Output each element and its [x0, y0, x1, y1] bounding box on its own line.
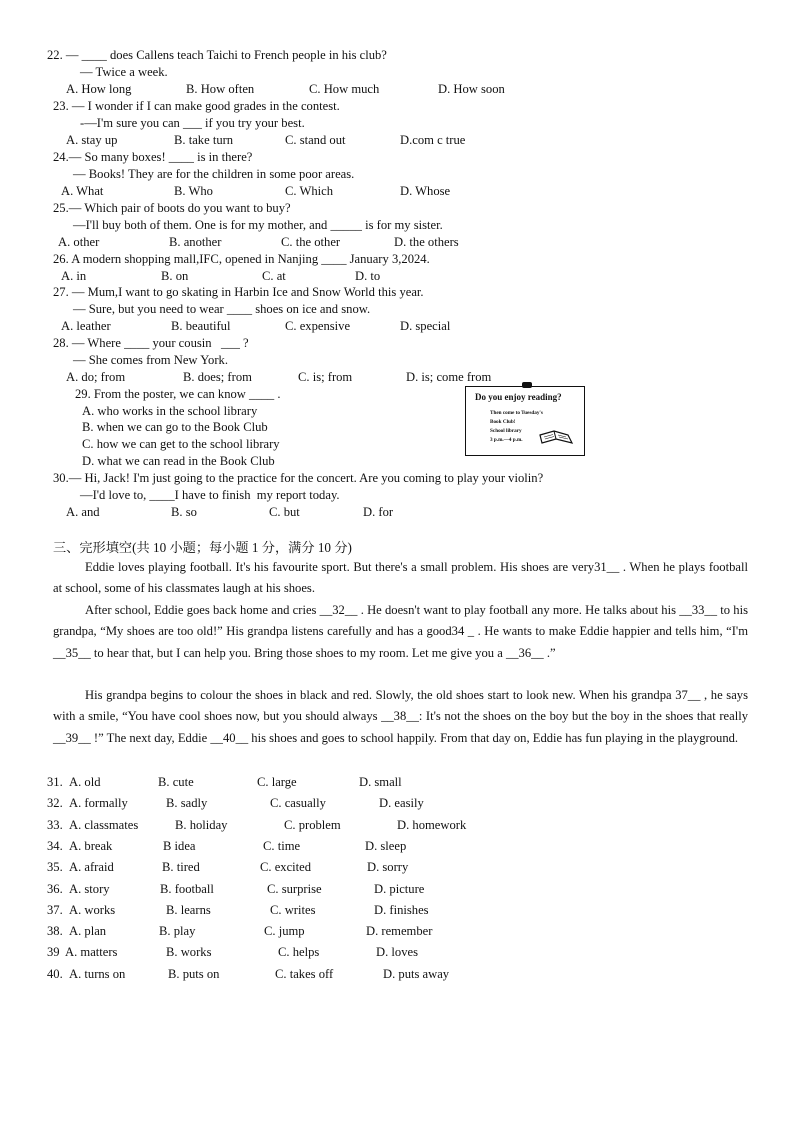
question-line: 25.— Which pair of boots do you want to buy?	[53, 201, 291, 215]
cloze-option: B. sadly	[166, 796, 208, 811]
pushpin-icon	[522, 382, 532, 388]
cloze-option: C. writes	[270, 902, 316, 917]
cloze-paragraph-3: His grandpa begins to colour the shoes in black and red. Slowly, the old shoes start to look new. When his grandpa 37__ , he says with a smile, “You have cool shoes now, but you should always __38__: It's not the shoes on the boy but the boy in the shoes that really __39__ !” The next day, Eddie __40__ his shoes and goes to school happily. From that day on, Eddie has fun playing in the playground.	[53, 688, 748, 745]
question-29-stem: 29. From the poster, we can know ____ .	[75, 387, 281, 401]
question-line: — Sure, but you need to wear ____ shoes on ice and snow.	[73, 302, 371, 316]
poster-line: Book Club!	[490, 419, 516, 425]
answer-option: A. other	[58, 235, 100, 249]
cloze-question-number: 32.	[47, 796, 63, 811]
cloze-option: B. tired	[162, 860, 200, 875]
cloze-option: C. casually	[270, 796, 326, 811]
cloze-option: C. surprise	[267, 881, 322, 896]
cloze-option: C. problem	[284, 817, 341, 832]
cloze-option: B idea	[163, 838, 196, 853]
cloze-option: A. story	[69, 881, 110, 896]
cloze-option: A. matters	[65, 945, 118, 960]
cloze-question-number: 37.	[47, 902, 63, 917]
answer-option: C. stand out	[285, 133, 346, 147]
question-line: 22. — ____ does Callens teach Taichi to French people in his club?	[47, 48, 387, 62]
cloze-option: A. formally	[69, 796, 128, 811]
cloze-question-number: 31.	[47, 775, 63, 789]
answer-option: B. another	[169, 235, 222, 249]
reading-poster	[465, 386, 585, 456]
answer-option: A. do; from	[66, 370, 126, 384]
answer-option: A. What	[61, 184, 104, 198]
cloze-option: D. loves	[376, 945, 418, 960]
open-book-icon	[538, 427, 574, 447]
poster-line: Then come to Tuesday's	[490, 410, 543, 416]
answer-option: C. the other	[281, 235, 341, 249]
question-line: —I'd love to, ____I have to finish my report today.	[80, 488, 340, 502]
cloze-option: C. helps	[278, 945, 320, 960]
answer-option: B. beautiful	[171, 319, 231, 333]
question-line: -—I'm sure you can ___ if you try your best.	[80, 116, 305, 130]
answer-option: D. special	[400, 319, 451, 333]
cloze-option: D. remember	[366, 924, 433, 939]
cloze-option: D. puts away	[383, 966, 450, 981]
cloze-question-number: 33.	[47, 817, 63, 832]
cloze-option: A. break	[69, 838, 113, 853]
answer-option: A. in	[61, 269, 87, 283]
section-heading: 三、完形填空(共 10 小题；每小题 1 分，满分 10 分)	[53, 540, 352, 555]
cloze-option: A. plan	[69, 924, 107, 939]
cloze-option: B. play	[159, 924, 196, 939]
answer-option: B. does; from	[183, 370, 252, 384]
cloze-option: B. puts on	[168, 966, 220, 981]
question-line: 30.— Hi, Jack! I'm just going to the practice for the concert. Are you coming to play your violin?	[53, 471, 544, 485]
cloze-question-number: 34.	[47, 838, 63, 853]
question-line: 27. — Mum,I want to go skating in Harbin Ice and Snow World this year.	[53, 285, 424, 299]
answer-option: D. How soon	[438, 82, 505, 96]
cloze-option: B. football	[160, 881, 214, 896]
answer-option: C. at	[262, 269, 286, 283]
question-29-option-d: D. what we can read in the Book Club	[82, 454, 275, 468]
cloze-option: D. finishes	[374, 902, 429, 917]
answer-option: A. leather	[61, 319, 111, 333]
answer-option: A. How long	[66, 82, 132, 96]
answer-option: B. take turn	[174, 133, 234, 147]
answer-option: D. Whose	[400, 184, 451, 198]
cloze-option: A. turns on	[69, 966, 126, 981]
answer-option: A. stay up	[66, 133, 118, 147]
question-29-option-c: C. how we can get to the school library	[82, 437, 280, 451]
question-line: —I'll buy both of them. One is for my mother, and _____ is for my sister.	[73, 218, 443, 232]
answer-option: D. for	[363, 505, 394, 519]
cloze-option: B. cute	[158, 775, 194, 789]
answer-option: B. on	[161, 269, 189, 283]
question-line: — Twice a week.	[80, 65, 168, 79]
cloze-option: A. classmates	[69, 817, 139, 832]
question-line: 26. A modern shopping mall,IFC, opened in Nanjing ____ January 3,2024.	[53, 252, 430, 266]
cloze-question-number: 36.	[47, 881, 63, 896]
answer-option: B. Who	[174, 184, 213, 198]
answer-option: D. the others	[394, 235, 459, 249]
answer-option: B. How often	[186, 82, 255, 96]
poster-title: Do you enjoy reading?	[475, 392, 562, 402]
answer-option: B. so	[171, 505, 197, 519]
cloze-option: B. holiday	[175, 817, 228, 832]
cloze-option: A. works	[69, 902, 116, 917]
question-line: 28. — Where ____ your cousin ___ ?	[53, 336, 249, 350]
cloze-paragraph-2: After school, Eddie goes back home and cries __32__ . He doesn't want to play football any more. He talks about his __33__ to his grandpa, “My shoes are too old!” His grandpa listens carefully and has a good34 _ . He wants to make Eddie happier and tells him, “I'm __35__ to hear that, but I can help you. Bring those shoes to my room. Let me give you a __36__ .”	[53, 603, 748, 660]
cloze-option: B. learns	[166, 902, 211, 917]
answer-option: C. but	[269, 505, 300, 519]
answer-option: D. is; come from	[406, 370, 492, 384]
cloze-question-number: 39	[47, 945, 60, 960]
question-line: 24.— So many boxes! ____ is in there?	[53, 150, 253, 164]
answer-option: C. is; from	[298, 370, 353, 384]
question-line: 23. — I wonder if I can make good grades in the contest.	[53, 99, 340, 113]
cloze-question-number: 35.	[47, 860, 63, 875]
cloze-question-number: 40.	[47, 966, 63, 981]
answer-option: C. How much	[309, 82, 380, 96]
cloze-question-number: 38.	[47, 924, 63, 939]
answer-option: C. expensive	[285, 319, 351, 333]
question-29-option-a: A. who works in the school library	[82, 404, 258, 418]
cloze-option: C. large	[257, 775, 297, 789]
question-29-option-b: B. when we can go to the Book Club	[82, 420, 268, 434]
answer-option: D. to	[355, 269, 381, 283]
cloze-option: C. jump	[264, 924, 305, 939]
cloze-option: C. takes off	[275, 966, 334, 981]
cloze-option: C. time	[263, 838, 301, 853]
cloze-paragraph-1: Eddie loves playing football. It's his favourite sport. But there's a small problem. His shoes are very31__ . When he plays football at school, some of his classmates laugh at his shoes.	[53, 560, 748, 596]
cloze-option: D. homework	[397, 817, 467, 832]
question-line: — She comes from New York.	[73, 353, 228, 367]
cloze-option: C. excited	[260, 860, 312, 875]
cloze-option: A. afraid	[69, 860, 114, 875]
poster-line: School library	[490, 428, 522, 434]
cloze-option: D. sorry	[367, 860, 409, 875]
cloze-option: D. small	[359, 775, 402, 789]
cloze-option: D. easily	[379, 796, 424, 811]
poster-line: 3 p.m.—4 p.m.	[490, 437, 523, 443]
answer-option: D.com c true	[400, 133, 466, 147]
question-line: — Books! They are for the children in some poor areas.	[73, 167, 355, 181]
answer-option: C. Which	[285, 184, 334, 198]
cloze-option: A. old	[69, 775, 101, 789]
cloze-option: B. works	[166, 945, 212, 960]
cloze-option: D. picture	[374, 881, 425, 896]
cloze-option: D. sleep	[365, 838, 407, 853]
answer-option: A. and	[66, 505, 100, 519]
